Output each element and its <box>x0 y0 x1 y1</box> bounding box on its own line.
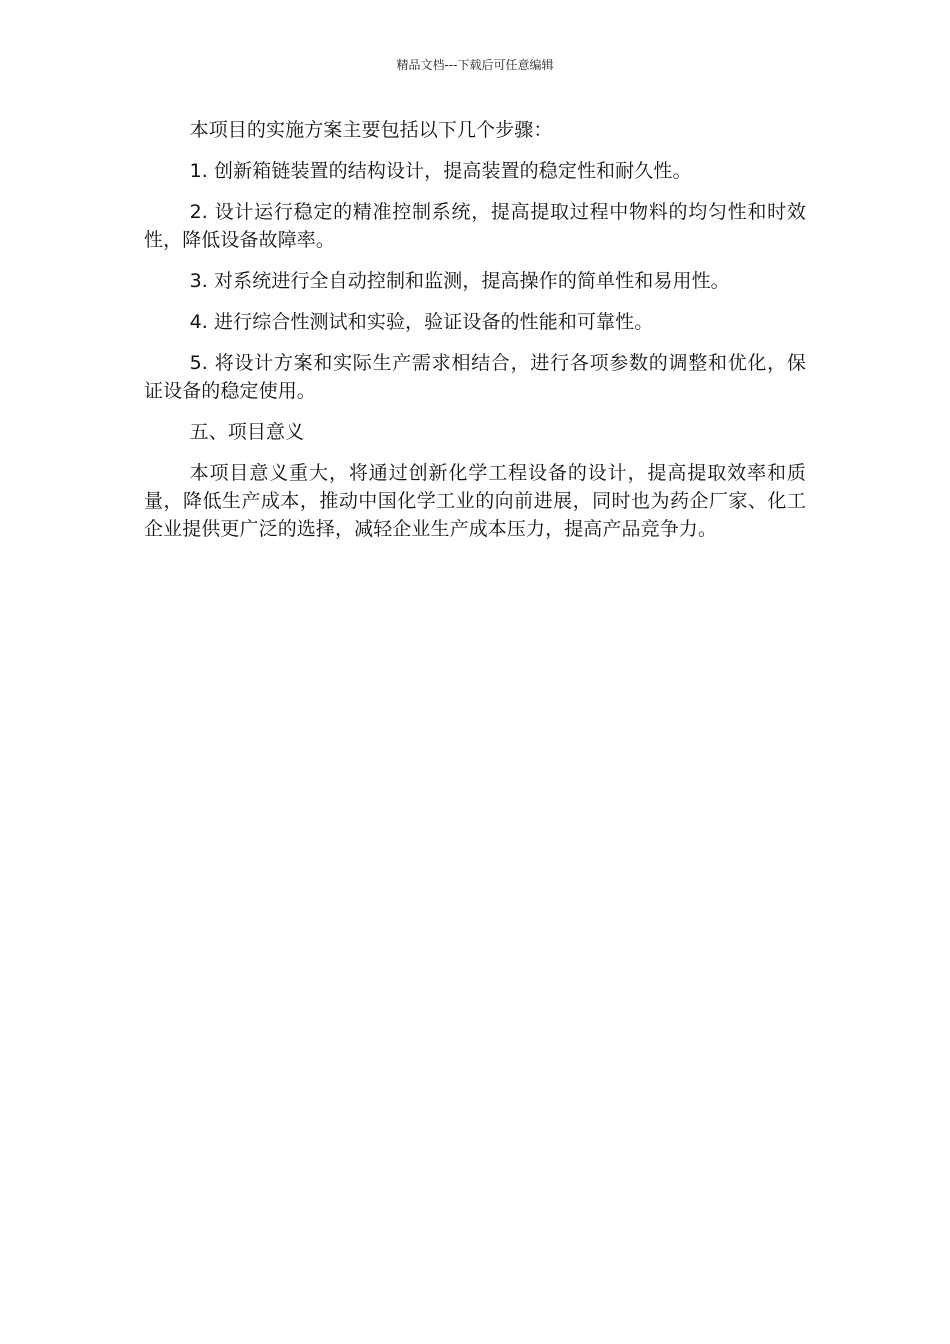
paragraph-step-3: 3. 对系统进行全自动控制和监测，提高操作的简单性和易用性。 <box>189 270 730 292</box>
document-body <box>144 116 806 556</box>
paragraph-step-1: 1. 创新箱链装置的结构设计，提高装置的稳定性和耐久性。 <box>189 160 692 182</box>
section-heading: 五、项目意义 <box>189 421 305 443</box>
paragraph-significance: 本项目意义重大，将通过创新化学工程设备的设计，提高提取效率和质量，降低生产成本，推动中国化学工业的向前进展，同时也为药企厂家、化工企业提供更广泛的选择，减轻企业生产成本压力，提高产品竞争力。 <box>144 462 806 540</box>
paragraph-step-4: 4. 进行综合性测试和实验，验证设备的性能和可靠性。 <box>189 311 654 333</box>
paragraph-step-5: 5. 将设计方案和实际生产需求相结合，进行各项参数的调整和优化，保证设备的稳定使用。 <box>144 352 806 402</box>
page-header: 精品文档---下载后可任意编辑 <box>396 58 554 72</box>
paragraph-step-2: 2. 设计运行稳定的精准控制系统，提高提取过程中物料的均匀性和时效性，降低设备故障率。 <box>144 201 806 251</box>
paragraph-intro: 本项目的实施方案主要包括以下几个步骤： <box>189 119 553 141</box>
